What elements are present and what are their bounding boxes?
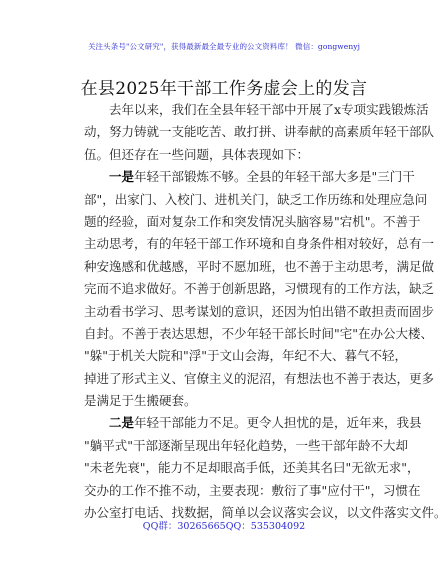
paragraph-2-line: 自封。不善于表达思想，不少年轻干部长时间"宅"在办公大楼、 (84, 325, 434, 341)
document-body (84, 99, 447, 524)
qq-number: QQ：535304092 (225, 521, 306, 532)
paragraph-2-first-line-text: 年轻干部锻炼不够。全县的年轻干部大多是"三门干 (134, 169, 415, 185)
paragraph-2-lead: 一是 (109, 169, 135, 185)
paragraph-2-line: 种安逸感和优越感，平时不愿加班，也不善于主动思考，满足做 (84, 258, 435, 274)
paragraph-1-line-text: 去年以来，我们在全县年轻干部中开展了x专项实践锻炼活 (109, 102, 429, 117)
paragraph-1-line: 伍。但还存在一些问题，具体表现如下： (84, 146, 310, 162)
qq-group-number: QQ群：30265665 (142, 521, 226, 532)
paragraph-3-first-line-text: 年轻干部能力不足。更令人担忧的是，近年来，我县 (134, 415, 422, 431)
header-note: 关注头条号"公文研究"，获得最新最全最专业的公文资料库！ 微信：gongwenyj (87, 42, 361, 51)
paragraph-2-line: 是满足于生搬硬套。 (84, 393, 197, 409)
paragraph-3-line: 办公室打电话、找数据，简单以会议落实会议，以文件落实文件。 (84, 505, 447, 521)
paragraph-2-line: "躲"于机关大院和"浮"于文山会海，年纪不大、暮气不轻， (84, 348, 407, 364)
paragraph-2-first-line (84, 166, 415, 188)
footer-contact (0, 518, 448, 532)
paragraph-2-line: 部"，出家门、入校门、进机关门，缺乏工作历练和处理应急问 (84, 191, 428, 207)
paragraph-3-lead: 二是 (109, 415, 135, 431)
paragraph-3-line: "躺平式"干部逐渐呈现出年轻化趋势，一些干部年龄不大却 (84, 437, 409, 453)
paragraph-1-line: 动，努力铸就一支能吃苦、敢打拼、讲奉献的高素质年轻干部队 (84, 124, 435, 140)
paragraph-2-line: 完而不追求做好。不善于创新思路，习惯现有的工作方法，缺乏 (84, 281, 435, 297)
paragraph-2-line: 题的经验，面对复杂工作和突发情况头脑容易"宕机"。不善于 (84, 213, 421, 229)
paragraph-3-line: "未老先衰"，能力不足却眼高手低，还美其名曰"无欲无求"， (84, 460, 420, 476)
paragraph-3-first-line (84, 412, 422, 434)
paragraph-1-line (84, 99, 429, 121)
paragraph-3-line: 交办的工作不推不动，主要表现：敷衍了事"应付干"，习惯在 (84, 482, 421, 498)
paragraph-2-line: 主动思考，有的年轻干部工作环境和自身条件相对较好，总有一 (84, 236, 435, 252)
paragraph-2-line: 主动看书学习、思考谋划的意识，还因为怕出错不敢担责而固步 (84, 303, 435, 319)
document-title: 在县2025年干部工作务虚会上的发言 (80, 79, 368, 99)
paragraph-2-line: 掉进了形式主义、官僚主义的泥沼，有想法也不善于表达，更多 (84, 370, 435, 386)
